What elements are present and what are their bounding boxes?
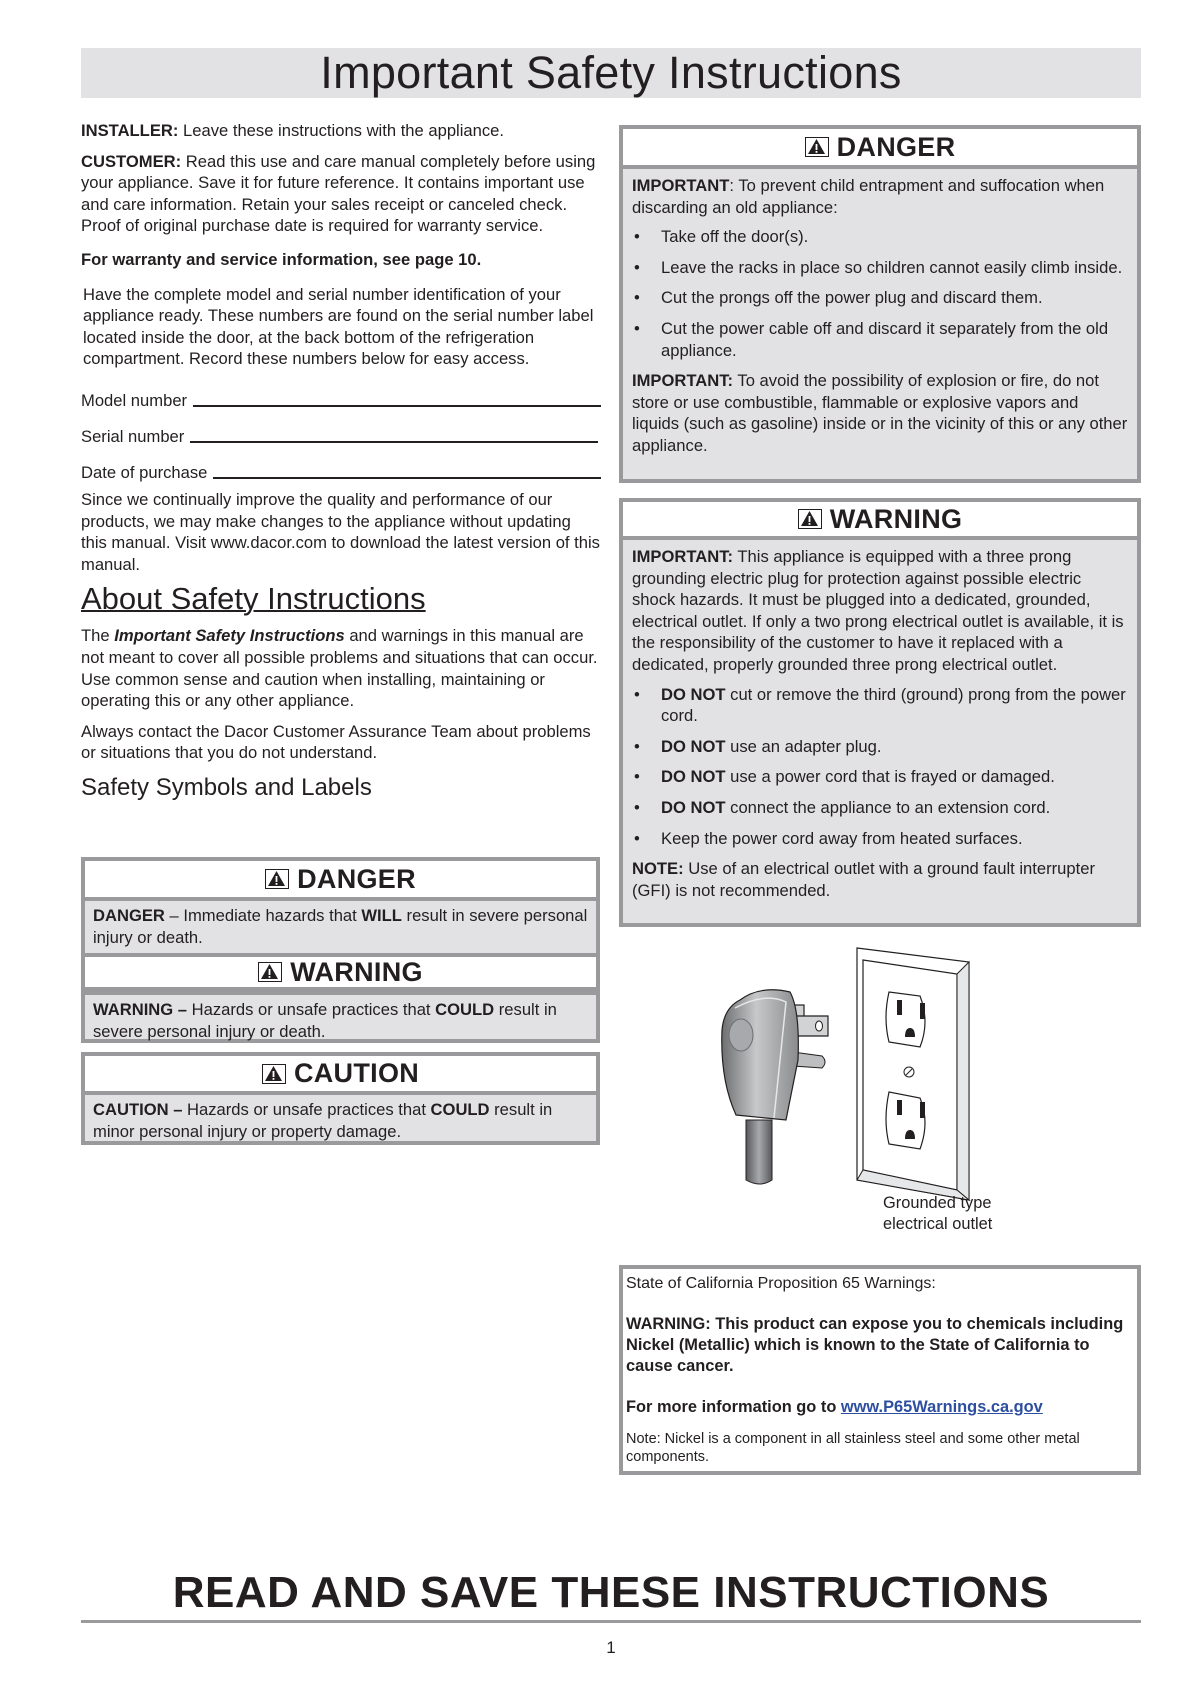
about-safety-text: The Important Safety Instructions and warnings in this manual are not meant to cover all possible problems and situations that can occur. Use common sense and caution when installing, maintaining or operating this or any other appliance. [81, 626, 598, 711]
prop65-heading: State of California Proposition 65 Warnings: [626, 1275, 936, 1292]
danger-label-body: DANGER – Immediate hazards that WILL result in severe personal injury or death. [85, 901, 596, 957]
list-item: • DO NOT cut or remove the third (ground) prong from the power cord. [632, 684, 1128, 727]
warning-triangle-icon [798, 509, 822, 529]
prop65-more-info: For more information go to www.P65Warnings.ca.gov [626, 1398, 1043, 1416]
list-item: • Take off the door(s). [632, 226, 1128, 248]
list-item: • Leave the racks in place so children cannot easily climb inside. [632, 257, 1128, 279]
page-title-bar [81, 48, 1141, 98]
prop65-box [619, 1265, 1141, 1475]
contact-note: Always contact the Dacor Customer Assurance Team about problems or situations that you do not understand. [81, 721, 591, 763]
warning-triangle-icon [265, 869, 289, 889]
list-item: • Keep the power cord away from heated surfaces. [632, 828, 1128, 850]
caution-label-header: CAUTION [85, 1056, 596, 1095]
warning-box-header: WARNING [623, 502, 1137, 540]
list-item: • DO NOT connect the appliance to an extension cord. [632, 797, 1128, 819]
warning-bullet-list [632, 684, 1128, 850]
plug-outlet-illustration [600, 930, 1191, 1240]
list-item: • DO NOT use an adapter plug. [632, 736, 1128, 758]
warning-box [619, 498, 1141, 927]
page-title: Important Safety Instructions [320, 47, 902, 98]
footer-divider [81, 1620, 1141, 1623]
model-number-field[interactable]: Model number [81, 375, 601, 411]
illustration-caption: Grounded type electrical outlet [883, 1194, 993, 1233]
warning-triangle-icon [258, 962, 282, 982]
warning-label-header: WARNING [85, 957, 596, 991]
caution-label-body: CAUTION – Hazards or unsafe practices that COULD result in minor personal injury or property damage. [93, 1100, 553, 1141]
prop65-note: Note: Nickel is a component in all stainless steel and some other metal components. [626, 1431, 1080, 1465]
prop65-warning: WARNING: This product can expose you to chemicals including Nickel (Metallic) which is known to the State of California to cause cancer. [626, 1315, 1124, 1375]
caution-label-box [81, 1052, 600, 1145]
danger-label-header: DANGER [85, 861, 596, 901]
list-item: • Cut the power cable off and discard it separately from the old appliance. [632, 318, 1128, 361]
installer-note: INSTALLER: Leave these instructions with the appliance. [81, 121, 505, 140]
danger-bullet-list [632, 226, 1128, 361]
page-number: 1 [606, 1638, 616, 1657]
date-of-purchase-field[interactable]: Date of purchase [81, 447, 601, 483]
customer-note: CUSTOMER: Read this use and care manual completely before using your appliance. Save it for future reference. It contains important use and care information. Retain your sales receipt or canceled check. Proof of original purchase date is required for warranty service. [81, 151, 596, 236]
warning-label-body: WARNING – Hazards or unsafe practices that COULD result in severe personal injury or death. [85, 991, 596, 1046]
left-column [81, 120, 601, 817]
safety-symbols-heading: Safety Symbols and Labels [81, 773, 372, 801]
list-item: • Cut the prongs off the power plug and discard them. [632, 287, 1128, 309]
read-and-save-banner: READ AND SAVE THESE INSTRUCTIONS [172, 1568, 1050, 1617]
update-note: Since we continually improve the quality and performance of our products, we may make changes to the appliance without updating this manual. Visit www.dacor.com to download the latest version of this manual. [81, 489, 600, 574]
warranty-note: For warranty and service information, see page 10. [81, 249, 482, 269]
warning-triangle-icon [262, 1064, 286, 1084]
danger-box [619, 125, 1141, 483]
p65-link[interactable]: www.P65Warnings.ca.gov [840, 1398, 1043, 1416]
model-number-line[interactable] [193, 391, 601, 407]
danger-warning-label-box [81, 857, 600, 1043]
about-safety-heading: About Safety Instructions [81, 581, 426, 617]
danger-box-header: DANGER [623, 129, 1137, 169]
model-serial-intro: Have the complete model and serial number identification of your appliance ready. These numbers are found on the serial number label located inside the door, at the back bottom of the refrigeration compartment. Record these numbers below for easy access. [83, 284, 594, 369]
list-item: • DO NOT use a power cord that is frayed or damaged. [632, 766, 1128, 788]
serial-number-field[interactable]: Serial number [81, 411, 601, 447]
danger-box-body: IMPORTANT: To prevent child entrapment and suffocation when discarding an old appliance: • Take off the door(s). • Leave the racks in place so children cannot easily climb inside. • Cut the prongs off the power plug and discard them. • Cut the power cable off and discard it separately from the old appliance. IMPORTANT: To avoid the possibility of explosion or fire, do not store or use combustible, flammable or explosive vapors and liquids (such as gasoline) inside or in the vicinity of this or any other appliance. [623, 169, 1137, 471]
warning-box-body: IMPORTANT: This appliance is equipped with a three prong grounding electric plug for protection against possible electric shock hazards. It must be plugged into a dedicated, grounded, electrical outlet. If only a two prong electrical outlet is available, it is the responsibility of the customer to have it replaced with a dedicated, properly grounded three prong electrical outlet. • DO NOT cut or remove the third (ground) prong from the power cord. • DO NOT use an adapter plug. • DO NOT use a power cord that is frayed or damaged. • DO NOT connect the appliance to an extension cord. • Keep the power cord away from heated surfaces. NOTE: Use of an electrical outlet with a ground fault interrupter (GFI) is not recommended. [623, 540, 1137, 915]
warning-triangle-icon [805, 137, 829, 157]
date-of-purchase-line[interactable] [213, 463, 601, 479]
serial-number-line[interactable] [190, 427, 598, 443]
